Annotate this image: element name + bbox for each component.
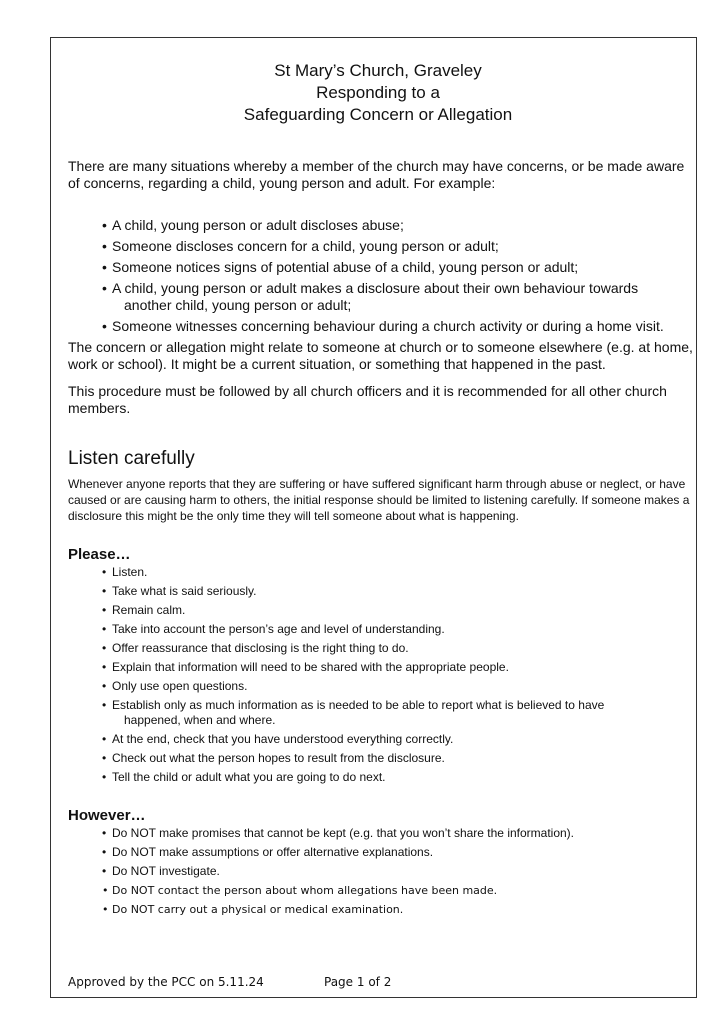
however-list <box>102 826 693 917</box>
list-item: • Take into account the person’s age and level of understanding. <box>102 622 445 636</box>
listen-heading: Listen carefully <box>68 448 195 469</box>
bullet: • <box>102 679 107 693</box>
bullet: • <box>102 660 107 674</box>
please-heading: Please… <box>68 546 131 563</box>
list-item: • Tell the child or adult what you are going to do next. <box>102 770 386 784</box>
list-item: • A child, young person or adult discloses abuse; <box>102 217 404 233</box>
examples-list <box>102 217 693 335</box>
list-item: • Take what is said seriously. <box>102 584 257 598</box>
list-item: • Someone witnesses concerning behaviour during a church activity or during a home visit. <box>102 318 664 334</box>
list-item: • Remain calm. <box>102 603 186 617</box>
list-item: • Only use open questions. <box>102 679 248 693</box>
bullet: • <box>102 826 107 840</box>
list-item: • Explain that information will need to be shared with the appropriate people. <box>102 660 509 674</box>
bullet: • <box>102 864 107 878</box>
title-line-1: St Mary’s Church, Graveley <box>274 61 482 80</box>
list-item: • A child, young person or adult makes a disclosure about their own behaviour towards another child, young person or adult; <box>102 280 639 313</box>
bullet: • <box>102 698 107 712</box>
page-number: Page 1 of 2 <box>324 975 392 989</box>
however-heading: However… <box>68 807 146 824</box>
title-line-3: Safeguarding Concern or Allegation <box>243 105 513 124</box>
bullet: • <box>102 280 107 296</box>
list-item: • Do NOT carry out a physical or medical examination. <box>102 903 404 916</box>
list-item: • Listen. <box>102 565 148 579</box>
list-item: • Offer reassurance that disclosing is the right thing to do. <box>102 641 409 655</box>
intro-paragraph: There are many situations whereby a member of the church may have concerns, or be made aware of concerns, regarding a child, young person and adult. For example: <box>68 158 685 191</box>
bullet: • <box>102 884 109 897</box>
bullet: • <box>102 217 107 233</box>
bullet: • <box>102 318 107 334</box>
bullet: • <box>102 770 107 784</box>
bullet: • <box>102 622 107 636</box>
approval-note: Approved by the PCC on 5.11.24 <box>68 975 264 989</box>
bullet: • <box>102 845 107 859</box>
bullet: • <box>102 751 107 765</box>
list-item: • Establish only as much information as is needed to be able to report what is believed to have happened, when and where. <box>102 698 605 727</box>
list-item: • Do NOT investigate. <box>102 864 220 878</box>
list-item: • Someone notices signs of potential abuse of a child, young person or adult; <box>102 259 579 275</box>
procedure-paragraph: This procedure must be followed by all church officers and it is recommended for all other church members. <box>68 383 667 416</box>
list-item: • Do NOT make assumptions or offer alternative explanations. <box>102 845 434 859</box>
list-item: • Someone discloses concern for a child, young person or adult; <box>102 238 499 254</box>
list-item: • Do NOT contact the person about whom allegations have been made. <box>102 884 498 897</box>
bullet: • <box>102 732 107 746</box>
document-body <box>68 60 693 921</box>
list-item: • At the end, check that you have understood everything correctly. <box>102 732 454 746</box>
listen-paragraph: Whenever anyone reports that they are suffering or have suffered significant harm through abuse or neglect, or have caused or are causing harm to others, the initial response should be limited to listening carefully. If someone makes a disclosure this might be the only time they will tell someone about what is happening. <box>68 477 690 523</box>
bullet: • <box>102 259 107 275</box>
list-item: • Check out what the person hopes to result from the disclosure. <box>102 751 445 765</box>
bullet: • <box>102 641 107 655</box>
scope-paragraph: The concern or allegation might relate to someone at church or to someone elsewhere (e.g. at home, work or school). It might be a current situation, or something that happened in the past. <box>68 339 693 372</box>
list-item: • Do NOT make promises that cannot be kept (e.g. that you won’t share the information). <box>102 826 575 840</box>
bullet: • <box>102 903 109 916</box>
document-title <box>68 60 688 126</box>
bullet: • <box>102 603 107 617</box>
bullet: • <box>102 584 107 598</box>
title-line-2: Responding to a <box>316 83 440 102</box>
bullet: • <box>102 238 107 254</box>
bullet: • <box>102 565 107 579</box>
please-list <box>102 565 693 785</box>
